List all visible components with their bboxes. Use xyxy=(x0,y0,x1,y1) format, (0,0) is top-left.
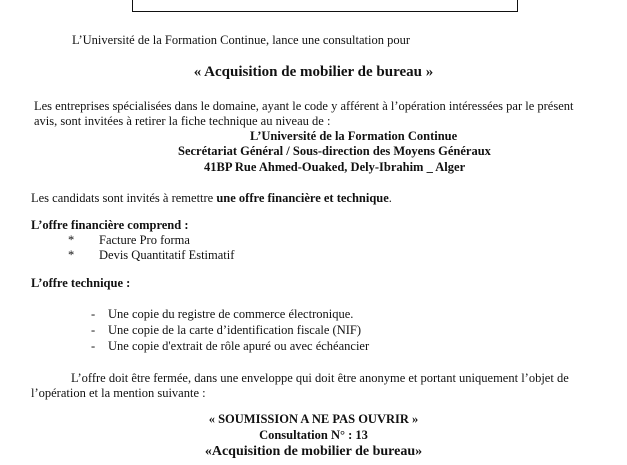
financial-item-2: Devis Quantitatif Estimatif xyxy=(99,248,235,262)
technical-bullet-2: - xyxy=(91,323,96,337)
offer-sentence xyxy=(31,191,392,206)
closing-line-2: l’opération et la mention suivante : xyxy=(31,386,206,400)
offer-sentence-bold: une offre financière et technique xyxy=(216,191,389,205)
address-line-3: 41BP Rue Ahmed-Ouaked, Dely-Ibrahim _ Alger xyxy=(204,160,466,174)
offer-sentence-prefix: Les candidats sont invités à remettre xyxy=(31,191,217,205)
intro-text: L’Université de la Formation Continue, lance une consultation pour xyxy=(72,33,411,47)
technical-bullet-3: - xyxy=(91,339,96,353)
address-line-2: Secrétariat Général / Sous-direction des Moyens Généraux xyxy=(178,144,491,158)
financial-item-1: Facture Pro forma xyxy=(99,233,190,247)
technical-item-2: Une copie de la carte d’identification fiscale (NIF) xyxy=(108,323,362,337)
technical-item-1: Une copie du registre de commerce électronique. xyxy=(108,307,354,321)
address-line-1: L’Université de la Formation Continue xyxy=(250,129,458,143)
technical-bullet-1: - xyxy=(91,307,96,321)
document-title: « Acquisition de mobilier de bureau » xyxy=(193,64,434,80)
closing-line-1: L’offre doit être fermée, dans une enveloppe qui doit être anonyme et portant uniquement l’objet de xyxy=(71,371,569,385)
technical-offer-heading: L’offre technique : xyxy=(31,276,131,290)
paragraph-1-line-2: avis, sont invitées à retirer la fiche technique au niveau de : xyxy=(34,114,331,128)
consultation-number: Consultation N° : 13 xyxy=(259,428,368,442)
paragraph-1-line-1: Les entreprises spécialisées dans le domaine, ayant le code y afférent à l’opération intéressées par le présent xyxy=(34,99,574,113)
technical-item-3: Une copie d'extrait de rôle apuré ou avec échéancier xyxy=(108,339,370,353)
financial-offer-heading: L’offre financière comprend : xyxy=(31,218,189,232)
envelope-mention: « SOUMISSION A NE PAS OUVRIR » xyxy=(208,412,419,426)
header-box-frame xyxy=(132,0,518,12)
offer-sentence-suffix: . xyxy=(388,191,392,205)
financial-bullet-2: * xyxy=(68,248,75,262)
document-title-repeat: «Acquisition de mobilier de bureau» xyxy=(204,444,423,459)
financial-bullet-1: * xyxy=(68,233,75,247)
